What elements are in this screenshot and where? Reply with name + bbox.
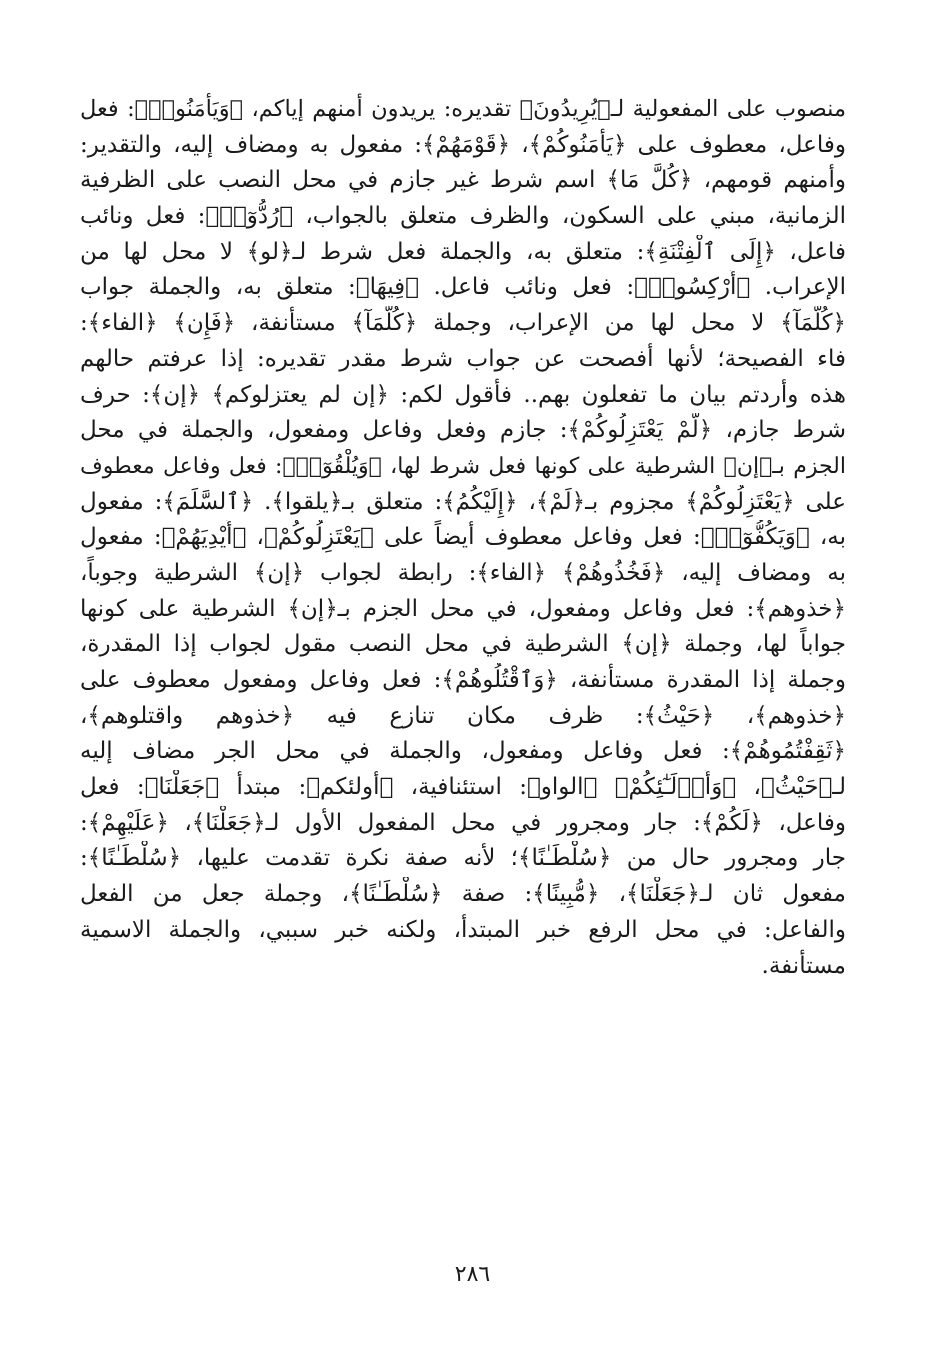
text-line: ﴿ثَقِفْتُمُوهُمْ﴾: فعل وفاعل ومفعول، والجملة في محل الجر مضاف إليه (80, 738, 846, 765)
text-line: ﴿كُلَّمَآ﴾ لا محل لها من الإعراب، وجملة ﴿كُلَّمَآ﴾ مستأنفة، ﴿فَإِن﴾ ﴿الفاء﴾: (80, 310, 846, 337)
text-line: مفعول ثان لـ﴿جَعَلْنَا﴾، ﴿مُّبِينًا﴾: صفة ﴿سُلْطَـٰنًا﴾، وجملة جعل من الفعل (80, 881, 846, 908)
text-line: فاء الفصيحة؛ لأنها أفصحت عن جواب شرط مقدر تقديره: إذا عرفتم حالهم (80, 345, 846, 372)
text-line: مستأنفة. (761, 952, 846, 979)
text-line: لـ﴿حَيْثُ﴾، ﴿وَأُو۟لَـٰٓئِكُمْ﴾ ﴿الواو﴾: استئنافية، ﴿أولئكم﴾: مبتدأ ﴿جَعَلْنَا﴾: فعل (80, 774, 846, 801)
page-number: ٢٨٦ (454, 1262, 491, 1287)
text-line: هذه وأردتم بيان ما تفعلون بهم.. فأقول لكم: ﴿إن لم يعتزلوكم﴾ ﴿إن﴾: حرف (80, 381, 846, 408)
text-line: الزمانية، مبني على السكون، والظرف متعلق بالجواب، ﴿رُدُّوٓا۟﴾: فعل ونائب (80, 203, 846, 230)
text-line: على ﴿يَعْتَزِلُوكُمْ﴾ مجزوم بـ﴿لَمْ﴾، ﴿إِلَيْكُمُ﴾: متعلق بـ﴿يلقوا﴾. ﴿ٱلسَّلَمَ﴾: مفعول (80, 488, 846, 515)
text-line: به ومضاف إليه، ﴿فَخُذُوهُمْ﴾ ﴿الفاء﴾: رابطة لجواب ﴿إن﴾ الشرطية وجوباً، (80, 559, 846, 586)
text-line: به، ﴿وَيَكُفُّوٓا۟﴾: فعل وفاعل معطوف أيضاً على ﴿يَعْتَزِلُوكُمْ﴾، ﴿أَيْدِيَهُمْ﴾: مفعول (80, 524, 846, 551)
text-line: شرط جازم، ﴿لَّمْ يَعْتَزِلُوكُمْ﴾: جازم وفعل وفاعل ومفعول، والجملة في محل (80, 417, 846, 444)
text-line: فاعل، ﴿إِلَى ٱلْفِتْنَةِ﴾: متعلق به، والجملة فعل شرط لـ﴿لو﴾ لا محل لها من (80, 238, 846, 265)
text-line: جار ومجرور حال من ﴿سُلْطَـٰنًا﴾؛ لأنه صفة نكرة تقدمت عليها، ﴿سُلْطَـٰنًا﴾: (80, 845, 846, 872)
text-line: منصوب على المفعولية لـ﴿يُرِيدُونَ﴾ تقديره: يريدون أمنهم إياكم، ﴿وَيَأْمَنُوا۟﴾: فعل (80, 96, 846, 122)
text-line: ﴿خذوهم﴾، ﴿حَيْثُ﴾: ظرف مكان تنازع فيه ﴿خذوهم واقتلوهم﴾، (80, 702, 846, 729)
text-line: وأمنهم قومهم، ﴿كُلَّ مَا﴾ اسم شرط غير جازم في محل النصب على الظرفية (80, 167, 846, 194)
text-line: ﴿خذوهم﴾: فعل وفاعل ومفعول، في محل الجزم بـ﴿إن﴾ الشرطية على كونها (80, 595, 846, 622)
text-line: الإعراب. ﴿أُرْكِسُوا۟﴾: فعل ونائب فاعل. ﴿فِيهَا﴾: متعلق به، والجملة جواب (80, 274, 846, 301)
text-line: جواباً لها، وجملة ﴿إن﴾ الشرطية في محل النصب مقول لجواب إذا المقدرة، (80, 631, 846, 658)
text-line: وجملة إذا المقدرة مستأنفة، ﴿وَٱقْتُلُوهُمْ﴾: فعل وفاعل ومفعول معطوف على (80, 667, 846, 693)
text-line: وفاعل، ﴿لَكُمْ﴾: جار ومجرور في محل المفعول الأول لـ﴿جَعَلْنَا﴾، ﴿عَلَيْهِمْ﴾: (80, 809, 846, 836)
body-text (80, 92, 846, 984)
text-line: وفاعل، معطوف على ﴿يَأْمَنُوكُمْ﴾، ﴿قَوْمَهُمْ﴾: مفعول به ومضاف إليه، والتقدير: (80, 131, 846, 158)
text-line: الجزم بـ﴿إن﴾ الشرطية على كونها فعل شرط لها، ﴿وَيُلْقُوٓا۟﴾: فعل وفاعل معطوف (80, 453, 846, 479)
text-line: والفاعل: في محل الرفع خبر المبتدأ، ولكنه خبر سببي، والجملة الاسمية (80, 916, 846, 943)
